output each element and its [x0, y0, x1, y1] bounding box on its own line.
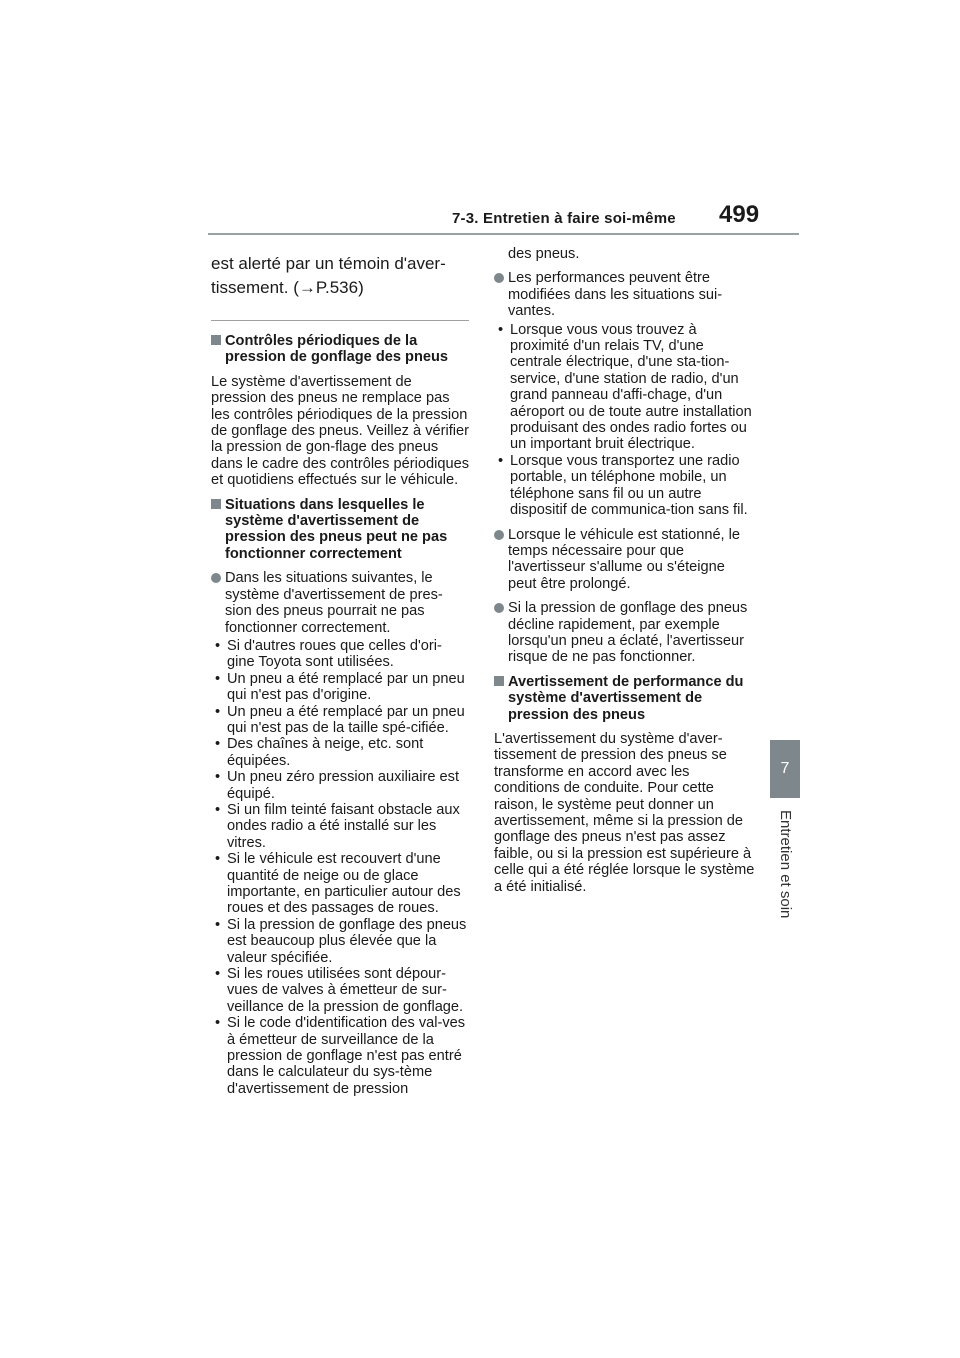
intro-text: est alerté par un témoin d'aver-tissement. (→P.536) [211, 254, 446, 297]
heading-text: Contrôles périodiques de la pression de gonflage des pneus [225, 333, 449, 366]
heading-periodic-checks [211, 333, 469, 366]
heading-malfunction-situations [211, 497, 469, 563]
paragraph: L'avertissement du système d'aver-tissement de pression des pneus se transforme en accord avec les conditions de conduite. Pour cette raison, le système peut donner un avertissement, même si la pression de gonflage des pneus n'est pas assez faible, ou si la pression est supérieure à celle qui a été réglée lorsque le système a été initialisé. [494, 730, 755, 895]
heading-performance-warning [494, 674, 756, 723]
list-item: • Si d'autres roues que celles d'ori-gine Toyota sont utilisées. [211, 638, 469, 671]
list-item: • Si les roues utilisées sont dépour-vues de valves à émetteur de sur-veillance de la pression de gonflage. [211, 966, 469, 1015]
square-bullet-icon [211, 499, 221, 509]
list-item: • Si le code d'identification des val-ves à émetteur de surveillance de la pression de gonflage n'est pas entré dans le calculateur du sys-tème d'avertissement de pression [211, 1015, 469, 1097]
square-bullet-icon [211, 335, 221, 345]
page-number: 499 [719, 201, 760, 228]
heading-text: Situations dans lesquelles le système d'avertissement de pression des pneus peut ne pas fonctionner correctement [225, 496, 448, 562]
bullet-text: Si la pression de gonflage des pneus décline rapidement, par exemple lorsqu'un pneu a éclaté, l'avertisseur risque de ne pas fonctionner. [508, 600, 748, 666]
list-item: • Si un film teinté faisant obstacle aux ondes radio a été installé sur les vitres. [211, 802, 469, 851]
square-bullet-icon [494, 676, 504, 686]
circle-bullet-icon [211, 573, 221, 583]
circle-bullet-icon [494, 273, 504, 283]
list-item: • Lorsque vous vous trouvez à proximité d'un relais TV, d'une centrale électrique, d'une sta-tion-service, d'une station de radio, d'un grand panneau d'affi-chage, d'un aéroport ou de toute autre installation produisant des ondes radio fortes ou un important bruit électrique. [494, 322, 756, 453]
circle-bullet-paragraph [494, 270, 756, 319]
bullet-text: Lorsque le véhicule est stationné, le temps nécessaire pour que l'avertisseur s'allume ou s'éteigne peut être prolongé. [508, 526, 741, 592]
list-item: • Lorsque vous transportez une radio portable, un téléphone mobile, un téléphone sans fil ou un autre dispositif de communica-tion sans fil. [494, 453, 756, 519]
circle-bullet-paragraph [494, 527, 756, 593]
list-item: • Si le véhicule est recouvert d'une quantité de neige ou de glace importante, en particulier autour des roues et des passages de roues. [211, 851, 469, 917]
circle-bullet-paragraph [494, 600, 756, 666]
bullet-text: Dans les situations suivantes, le système d'avertissement de pres-sion des pneus pourrait ne pas fonctionner correctement. [225, 570, 443, 636]
header-rule [208, 233, 799, 235]
list-item: • Si la pression de gonflage des pneus est beaucoup plus élevée que la valeur spécifiée. [211, 917, 469, 966]
right-column [494, 246, 756, 903]
heading-text: Avertissement de performance du système d'avertissement de pression des pneus [508, 673, 744, 723]
chapter-label: Entretien et soin [777, 810, 794, 919]
chapter-tab: 7 [770, 740, 800, 798]
paragraph: Le système d'avertissement de pression des pneus ne remplace pas les contrôles périodiques de la pression de gonflage des pneus. Veillez à vérifier la pression de gon-flage des pneus dans le cadre des contrôles périodiques et quotidiens effectués sur le véhicule. [211, 373, 469, 489]
circle-bullet-paragraph [211, 570, 469, 636]
situation-list [211, 638, 469, 1097]
list-item: • Un pneu zéro pression auxiliaire est équipé. [211, 769, 469, 802]
list-item: • Des chaînes à neige, etc. sont équipées. [211, 736, 469, 769]
circle-bullet-icon [494, 530, 504, 540]
section-divider [211, 320, 469, 321]
section-title: 7-3. Entretien à faire soi-même [452, 210, 676, 227]
circle-bullet-icon [494, 603, 504, 613]
performance-list [494, 322, 756, 519]
left-column [211, 252, 469, 1105]
continuation-text: des pneus. [508, 246, 580, 262]
list-item: • Un pneu a été remplacé par un pneu qui n'est pas de la taille spé-cifiée. [211, 704, 469, 737]
bullet-text: Les performances peuvent être modifiées dans les situations sui-vantes. [508, 270, 723, 320]
list-item: • Un pneu a été remplacé par un pneu qui n'est pas d'origine. [211, 671, 469, 704]
